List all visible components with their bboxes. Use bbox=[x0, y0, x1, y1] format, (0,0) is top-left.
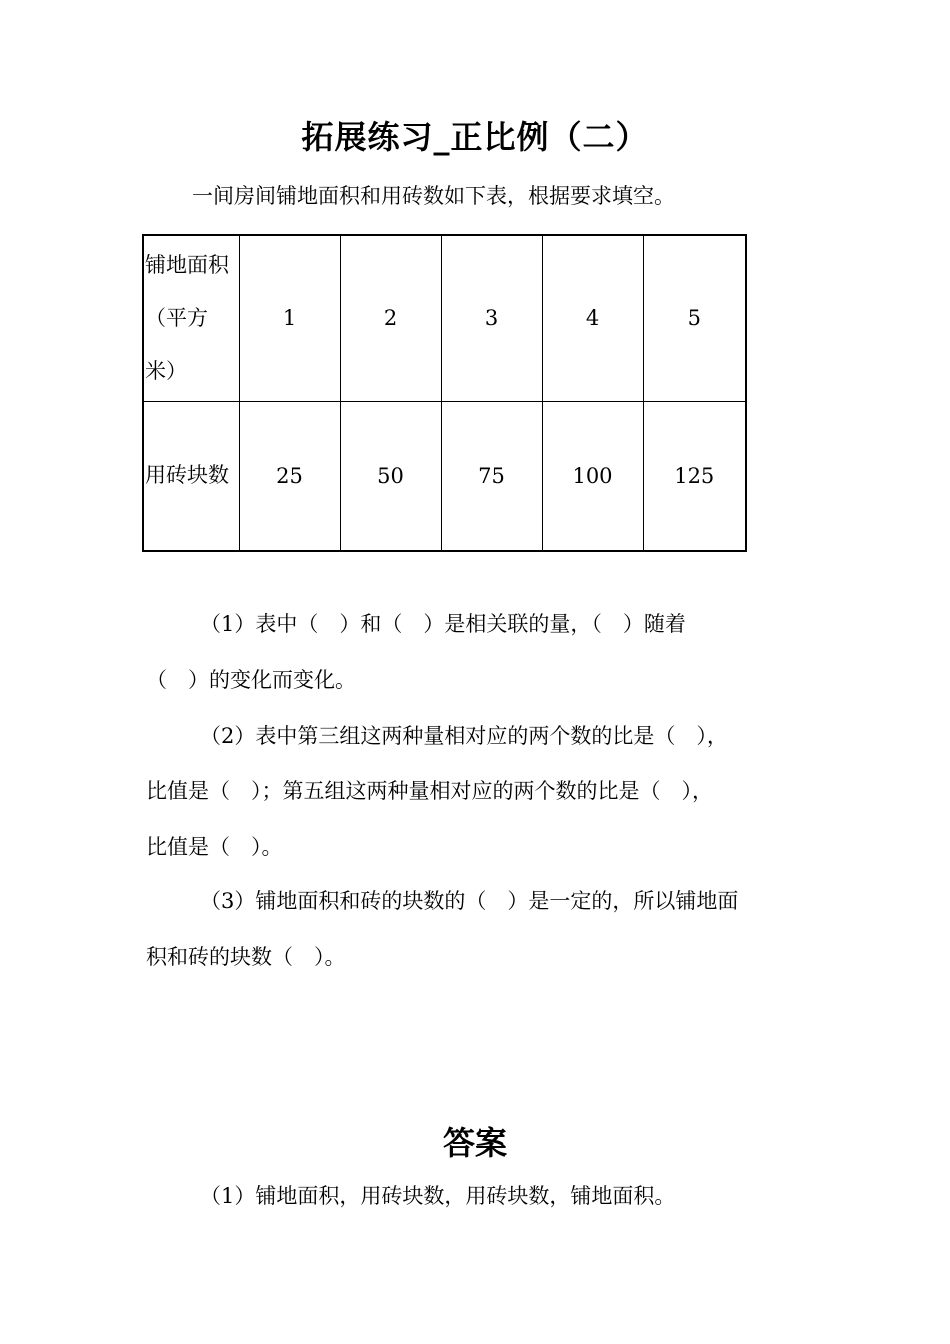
question-1-line-1: （1）表中（ ）和（ ）是相关联的量，（ ）随着 bbox=[200, 612, 686, 636]
table-cell: 125 bbox=[643, 401, 746, 551]
row-header-bricks: 用砖块数 bbox=[143, 401, 239, 551]
question-2-line-1: （2）表中第三组这两种量相对应的两个数的比是（ ）， bbox=[200, 724, 728, 748]
question-2-line-2: 比值是（ ）；第五组这两种量相对应的两个数的比是（ ）， bbox=[146, 779, 713, 803]
answer-title: 答案 bbox=[442, 1124, 507, 1162]
row-header-area-line3: 米） bbox=[145, 358, 187, 383]
table-cell: 3 bbox=[441, 235, 542, 401]
row-header-area-line1: 铺地面积 bbox=[145, 252, 229, 277]
table-cell: 1 bbox=[239, 235, 340, 401]
intro-text: 一间房间铺地面积和用砖数如下表，根据要求填空。 bbox=[192, 184, 675, 208]
data-table bbox=[142, 234, 747, 552]
table-row-bricks bbox=[143, 401, 746, 551]
table-row-area bbox=[143, 235, 746, 401]
question-2-line-3: 比值是（ ）。 bbox=[146, 835, 283, 859]
question-3-line-1: （3）铺地面积和砖的块数的（ ）是一定的，所以铺地面 bbox=[200, 889, 739, 913]
table-cell: 4 bbox=[542, 235, 643, 401]
page-title: 拓展练习_正比例（二） bbox=[301, 118, 649, 156]
table-cell: 100 bbox=[542, 401, 643, 551]
question-1-line-2: （ ）的变化而变化。 bbox=[146, 668, 356, 692]
row-header-area-line2: （平方 bbox=[145, 305, 208, 330]
table-cell: 5 bbox=[643, 235, 746, 401]
table-cell: 75 bbox=[441, 401, 542, 551]
table-cell: 25 bbox=[239, 401, 340, 551]
question-3-line-2: 积和砖的块数（ ）。 bbox=[146, 945, 346, 969]
table-cell: 2 bbox=[340, 235, 441, 401]
answer-1: （1）铺地面积，用砖块数，用砖块数，铺地面积。 bbox=[200, 1184, 676, 1208]
row-header-area bbox=[143, 235, 239, 401]
table-cell: 50 bbox=[340, 401, 441, 551]
